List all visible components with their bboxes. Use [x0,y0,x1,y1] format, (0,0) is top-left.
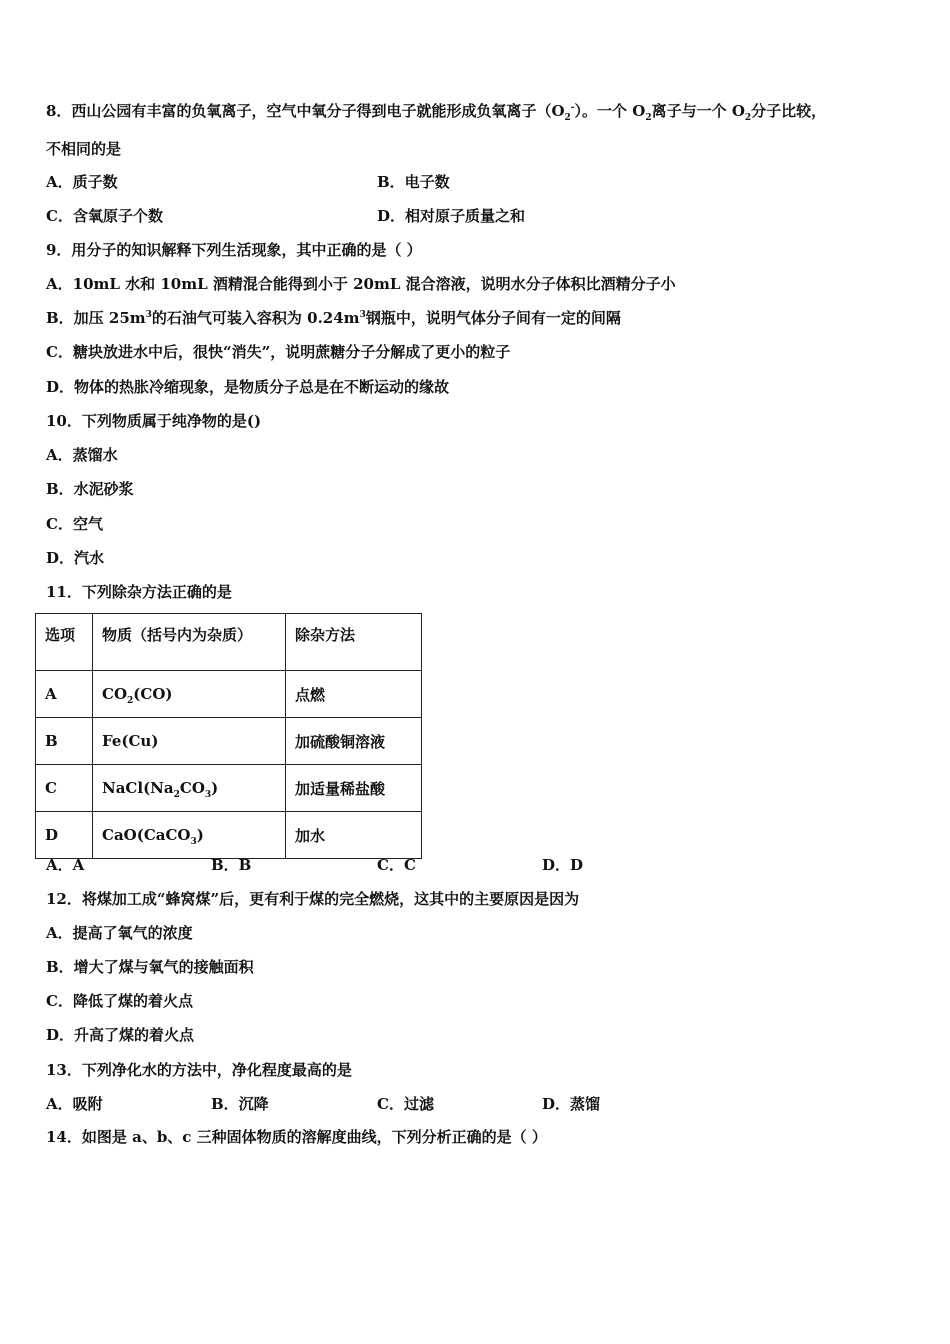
table-row [36,812,422,859]
q13-option-d: D．蒸馏 [542,1095,601,1113]
table-cell-substance: CaO(CaCO$_3$) [93,812,286,859]
table-cell-method: 加适量稀盐酸 [286,765,422,812]
table-header-cell: 选项 [36,614,93,671]
table-cell-method: 加水 [286,812,422,859]
q9-option-c: C．糖块放进水中后，很快“消失”，说明蔗糖分子分解成了更小的粒子 [46,343,511,361]
q9-option-d: D．物体的热胀冷缩现象，是物质分子总是在不断运动的缘故 [46,378,450,396]
q12-option-a: A．提高了氧气的浓度 [46,924,193,942]
table-header-cell: 除杂方法 [286,614,422,671]
table-cell-method: 加硫酸铜溶液 [286,718,422,765]
q8-stem: 8．西山公园有丰富的负氧离子，空气中氧分子得到电子就能形成负氧离子$(O_2^-)$。一个 $O_2$离子与一个 $O_2$分子比较， [46,102,827,123]
table-cell-method: 点燃 [286,671,422,718]
q9-option-a: A．10mL 水和 10mL 酒精混合能得到小于 20mL 混合溶液，说明水分子体积比酒精分子小 [46,275,676,293]
q9-stem: 9．用分子的知识解释下列生活现象，其中正确的是（ ） [46,241,422,259]
q13-option-b: B．沉降 [211,1095,269,1113]
q12-stem: 12．将煤加工成“蜂窝煤”后，更有利于煤的完全燃烧，这其中的主要原因是因为 [46,890,580,908]
table-row [36,718,422,765]
q11-answer-b: B．B [211,856,252,874]
q10-option-c: C．空气 [46,515,103,533]
q13-option-c: C．过滤 [377,1095,434,1113]
q10-option-b: B．水泥砂浆 [46,480,134,498]
q13-option-a: A．吸附 [46,1095,103,1113]
q8-option-a: A．质子数 [46,173,118,191]
q9-option-b: B．加压 $25m^3$的石油气可装入容积为 $0.24m^3$钢瓶中，说明气体分子间有一定的间隔 [46,309,621,327]
q8-stem-line2: 不相同的是 [46,140,122,158]
table-cell-option: C [36,765,93,812]
q12-option-d: D．升高了煤的着火点 [46,1026,195,1044]
table-cell-option: A [36,671,93,718]
q8-option-d: D．相对原子质量之和 [377,207,526,225]
table-header-row [36,614,422,671]
q12-option-c: C．降低了煤的着火点 [46,992,193,1010]
table-header-cell: 物质（括号内为杂质） [93,614,286,671]
q11-answer-c: C．C [377,856,416,874]
q13-stem: 13．下列净化水的方法中，净化程度最高的是 [46,1061,352,1079]
table-cell-substance: $CO_2(CO)$ [93,671,286,718]
q8-option-c: C．含氧原子个数 [46,207,163,225]
q11-table [35,613,422,859]
table-cell-option: D [36,812,93,859]
q10-option-a: A．蒸馏水 [46,446,118,464]
q10-stem: 10．下列物质属于纯净物的是() [46,412,262,430]
q8-option-b: B．电子数 [377,173,450,191]
q14-stem: 14．如图是 a、b、c 三种固体物质的溶解度曲线，下列分析正确的是（ ） [46,1128,547,1146]
table-row [36,765,422,812]
q10-option-d: D．汽水 [46,549,105,567]
q11-stem: 11．下列除杂方法正确的是 [46,583,232,601]
table-row [36,671,422,718]
table-cell-option: B [36,718,93,765]
q11-answer-d: D．D [542,856,584,874]
q11-answer-a: A．A [46,856,85,874]
table-cell-substance: Fe(Cu) [93,718,286,765]
table-cell-substance: $NaCl(Na_2CO_3)$ [93,765,286,812]
q12-option-b: B．增大了煤与氧气的接触面积 [46,958,254,976]
